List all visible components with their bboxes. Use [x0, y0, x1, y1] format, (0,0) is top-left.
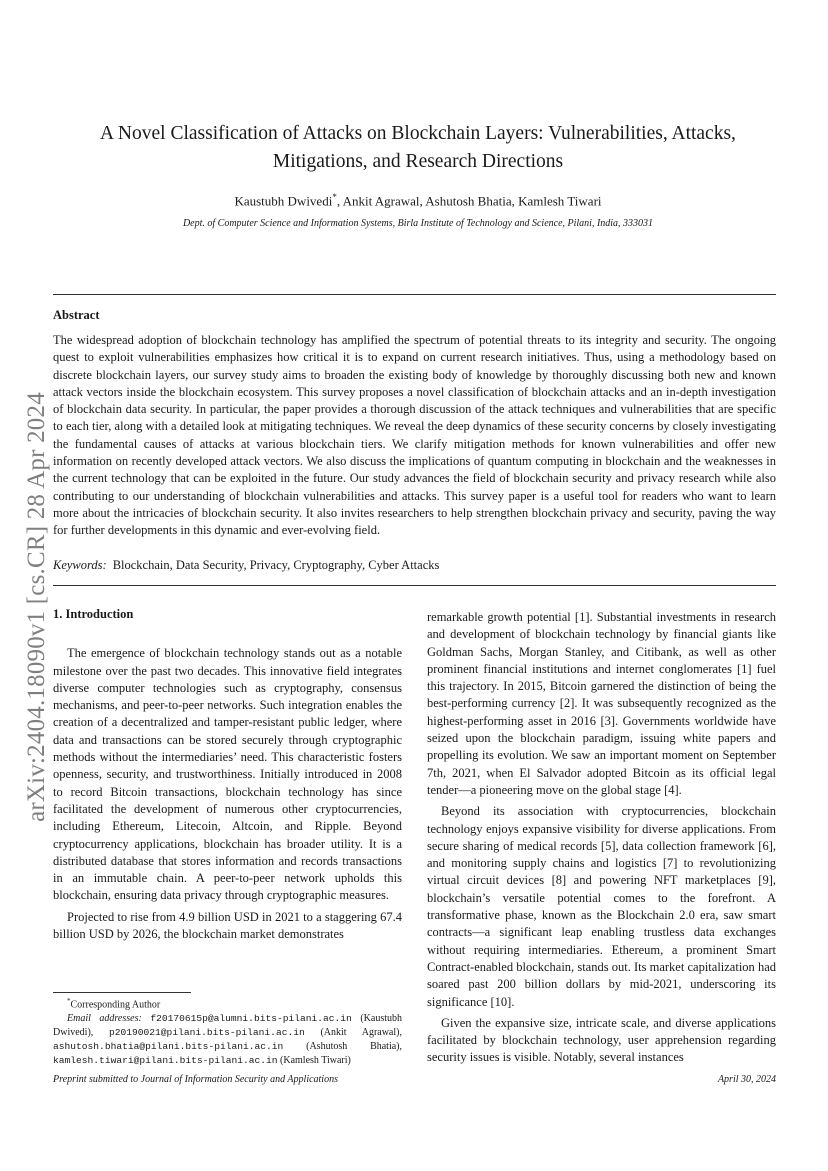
right-column: [427, 609, 776, 1067]
footnote-emails: [53, 1012, 402, 1068]
abstract-divider-bottom: [53, 585, 776, 586]
intro-paragraph-4: Given the expansive size, intricate scale, and diverse applications facilitated by blockchain technology, user apprehension regarding security issues is visible. Notably, several instances: [427, 1015, 776, 1065]
email-owner-bhatia: (Ashutosh Bhatia),: [283, 1041, 402, 1053]
email-addresses-label: Email addresses:: [67, 1013, 142, 1025]
footer-date: April 30, 2024: [717, 1074, 776, 1085]
keywords-line: [53, 558, 439, 573]
email-owner-agrawal: (Ankit Agrawal),: [304, 1027, 402, 1039]
abstract-heading: Abstract: [53, 308, 100, 322]
footnote-corresponding-text: Corresponding Author: [70, 999, 161, 1011]
author-affiliation: Dept. of Computer Science and Information Systems, Birla Institute of Technology and Science, Pilani, India, 333031: [182, 218, 654, 229]
paper-title: [60, 120, 776, 176]
author-others: , Ankit Agrawal, Ashutosh Bhatia, Kamlesh Tiwari: [336, 193, 602, 209]
arxiv-identifier-stamp: [22, 362, 52, 852]
email-link-tiwari[interactable]: kamlesh.tiwari@pilani.bits-pilani.ac.in: [53, 1055, 278, 1067]
intro-paragraph-2-continued: remarkable growth potential [1]. Substantial investments in research and development of blockchain technology by financial giants like Goldman Sachs, Morgan Stanley, and Citibank, as well as other prominent financial institutions and internet conglomerates [1] fuel this trajectory. In 2015, Bitcoin garnered the distinction of being the best-performing currency [2]. It was subsequently recognized as the highest-performing asset in 2016 [3]. Governments worldwide have seized upon the blockchain paradigm, issuing white papers and propelling its evolution. We saw an important moment on September 7th, 2021, when El Salvador adopted Bitcoin as its official legal tender—a pioneering move on the global stage [4].: [427, 610, 776, 797]
section-heading-introduction: 1. Introduction: [53, 607, 134, 621]
abstract-body: The widespread adoption of blockchain technology has amplified the spectrum of potential threats to its integrity and security. The ongoing quest to exploit vulnerabilities emphasizes how critical it is to expand on current research initiatives. Thus, using a methodology based on discrete blockchain layers, our survey study aims to broaden the existing body of knowledge by thoroughly discussing both new and known attack vectors inside the blockchain ecosystem. This survey proposes a novel classification of blockchain attacks and an in-depth investigation of blockchain data security. In particular, the paper provides a thorough discussion of the attack techniques and vulnerabilities that are specific to each tier, along with a detailed look at mitigating techniques. We reveal the deep dynamics of these security concerns by closely investigating the fundamental causes of attacks at various blockchain tiers. We clarify mitigation methods for known vulnerabilities and offer new information on recently developed attack vectors. We also discuss the implications of quantum computing in blockchain and the weaknesses in the current technology that can be exploited in the future. Our study advances the field of blockchain security and privacy research while also contributing to our understanding of blockchain vulnerabilities and attacks. This survey paper is a useful tool for readers who want to learn more about the intricacies of blockchain security. It also invites researchers to help strengthen blockchain privacy and security, paving the way for further developments in this dynamic and ever-evolving field.: [53, 333, 776, 538]
keywords-label: Keywords:: [53, 558, 107, 572]
footnote-mark: *: [67, 997, 71, 1005]
corresponding-author-mark: *: [332, 192, 337, 202]
author-list: [60, 192, 776, 209]
footer-journal-note: Preprint submitted to Journal of Information Security and Applications: [53, 1074, 338, 1085]
email-owner-dwivedi: (Kaustubh Dwivedi),: [53, 1013, 403, 1039]
intro-paragraph-1: The emergence of blockchain technology stands out as a notable milestone over the past two decades. This innovative field integrates diverse computer technologies such as cryptography, consensus mechanisms, and peer-to-peer networks. Such integration enables the creation of a decentralized and tamper-resistant public ledger, where data and transactions can be stored securely through cryptographic methods without the intermediaries’ need. This characteristic fosters openness, security, and trustworthiness. Initially introduced in 2008 to record Bitcoin transactions, blockchain technology has since facilitated the development of numerous other cryptocurrencies, including Ethereum, Litecoin, Altcoin, and Ripple. Beyond cryptocurrency applications, blockchain has broader utility. It is a distributed database that stores information and records transactions in an immutable chain. A peer-to-peer network upholds this blockchain, ensuring data privacy through cryptographic measures.: [53, 646, 402, 903]
email-link-bhatia[interactable]: ashutosh.bhatia@pilani.bits-pilani.ac.in: [53, 1041, 284, 1053]
paper-title-line-2: Mitigations, and Research Directions: [272, 151, 564, 172]
keywords-list: Blockchain, Data Security, Privacy, Cryptography, Cyber Attacks: [112, 558, 440, 572]
footnote-divider: [53, 992, 191, 993]
author-primary: Kaustubh Dwivedi: [234, 193, 333, 209]
intro-paragraph-3: Beyond its association with cryptocurrencies, blockchain technology enjoys expansive visibility for diverse applications. From secure sharing of medical records [5], data collection framework [6], and monitoring supply chains and logistics [7] to revolutionizing virtual circuit devices [8] and powering NFT marketplaces [9], blockchain’s versatile potential comes to the forefront. A transformative phase, known as the Blockchain 2.0 era, saw smart contracts—a significant leap enabling trustless data exchanges without requiring intermediaries. Ethereum, a prominent Smart Contract-enabled blockchain, stands out. Its market capitalization had soared past 200 billion dollars by mid-2021, underscoring its significance [10].: [427, 804, 776, 1009]
header-divider-top: [53, 294, 776, 295]
footnote: [53, 994, 402, 1068]
email-link-dwivedi[interactable]: f20170615p@alumni.bits-pilani.ac.in: [150, 1013, 352, 1025]
left-column: [53, 606, 402, 943]
email-link-agrawal[interactable]: p20190021@pilani.bits-pilani.ac.in: [108, 1027, 305, 1039]
email-owner-tiwari: (Kamlesh Tiwari): [277, 1055, 351, 1067]
intro-paragraph-2: Projected to rise from 4.9 billion USD in 2021 to a staggering 67.4 billion USD by 2026, the blockchain market demonstrates: [53, 909, 402, 942]
footnote-corresponding-author: [53, 994, 402, 1012]
paper-title-line-1: A Novel Classification of Attacks on Blockchain Layers: Vulnerabilities, Attacks,: [100, 123, 736, 144]
arxiv-identifier-text: arXiv:2404.18090v1 [cs.CR] 28 Apr 2024: [23, 392, 51, 822]
